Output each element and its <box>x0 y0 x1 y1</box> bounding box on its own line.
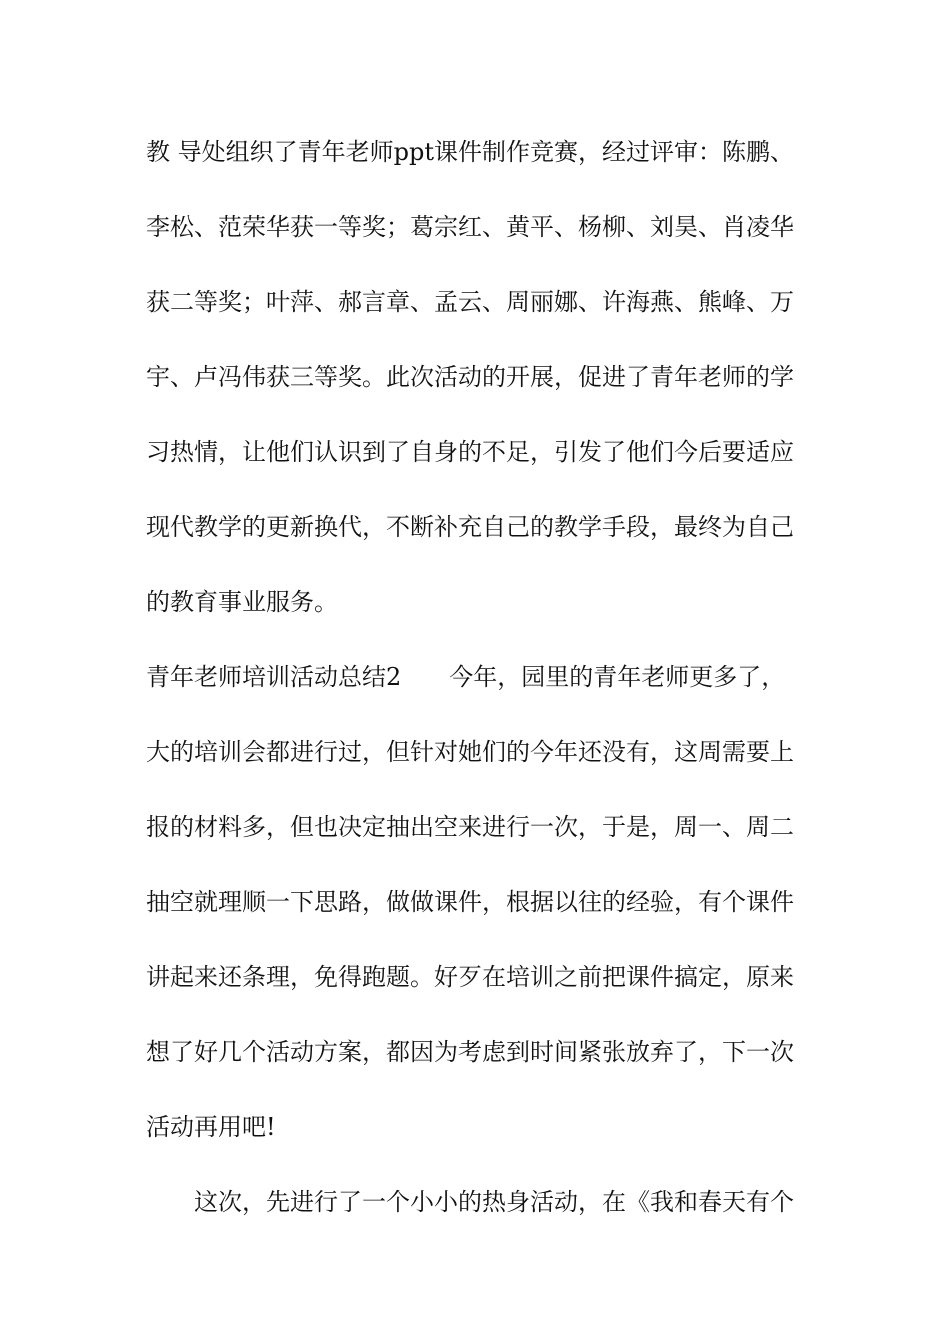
text-line: 习热情，让他们认识到了自身的不足，引发了他们今后要适应 <box>146 438 794 466</box>
text-line: 想了好几个活动方案，都因为考虑到时间紧张放弃了，下一次 <box>146 1038 794 1066</box>
text-line: 现代教学的更新换代，不断补充自己的教学手段，最终为自己 <box>146 513 794 541</box>
text-line: 讲起来还条理，免得跑题。好歹在培训之前把课件搞定，原来 <box>146 963 794 991</box>
text-line: 教 导处组织了青年老师ppt课件制作竞赛，经过评审：陈鹏、 <box>146 138 794 166</box>
section-heading-line: 青年老师培训活动总结2 今年，园里的青年老师更多了， <box>146 663 786 691</box>
text-line: 获二等奖；叶萍、郝言章、孟云、周丽娜、许海燕、熊峰、万 <box>146 288 794 316</box>
text-line: 抽空就理顺一下思路，做做课件，根据以往的经验，有个课件 <box>146 888 794 916</box>
text-line: 宇、卢冯伟获三等奖。此次活动的开展，促进了青年老师的学 <box>146 363 794 391</box>
text-line: 的教育事业服务。 <box>146 588 338 616</box>
text-line: 活动再用吧! <box>146 1113 276 1141</box>
text-line: 李松、范荣华获一等奖；葛宗红、黄平、杨柳、刘昊、肖凌华 <box>146 213 794 241</box>
text-line: 大的培训会都进行过，但针对她们的今年还没有，这周需要上 <box>146 738 794 766</box>
paragraph-start-line: 这次，先进行了一个小小的热身活动，在《我和春天有个 <box>194 1188 794 1216</box>
text-line: 报的材料多，但也决定抽出空来进行一次，于是，周一、周二 <box>146 813 794 841</box>
